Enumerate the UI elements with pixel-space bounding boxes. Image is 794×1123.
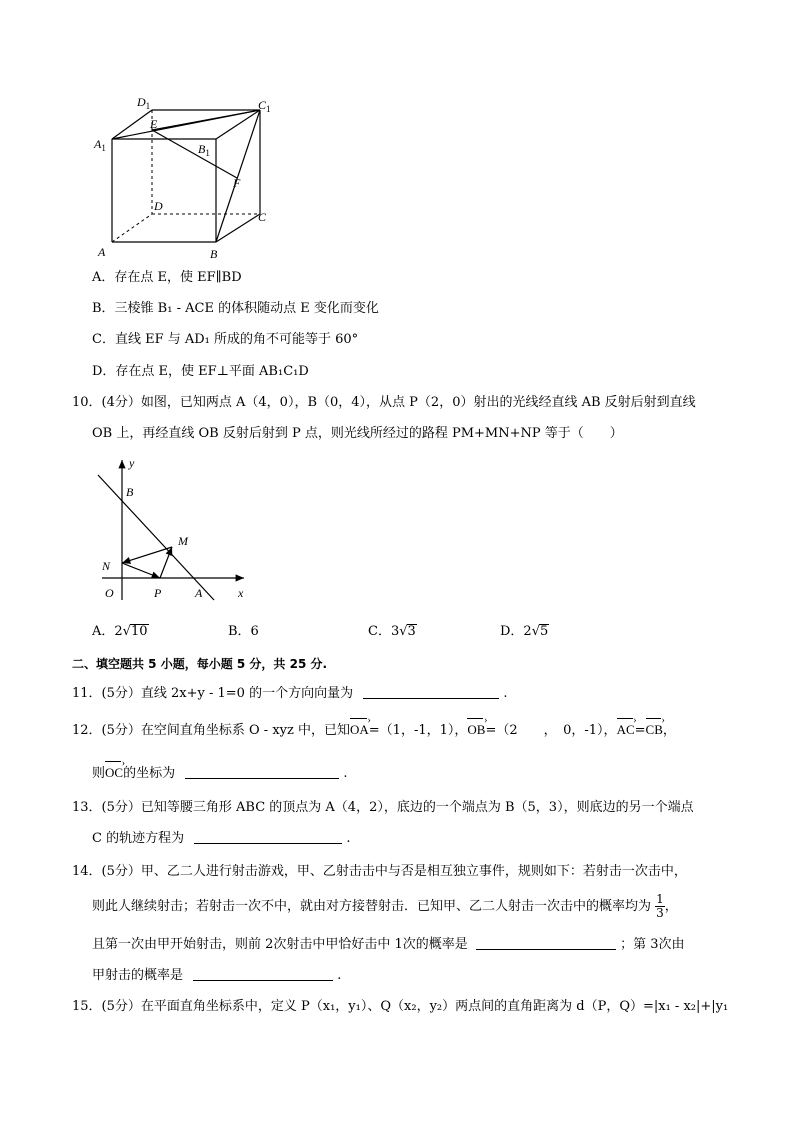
fraction-one-third: $\frac{1}{3}$ bbox=[656, 892, 664, 920]
q13-answer-blank[interactable] bbox=[194, 829, 342, 844]
q12-line2: 则OC ›的坐标为 . bbox=[92, 763, 348, 784]
q11: 11．(5分）直线 2x+y - 1=0 的一个方向向量为 . bbox=[72, 686, 508, 701]
label-D: D bbox=[154, 199, 163, 213]
q9-option-d: D．存在点 E，使 EF⊥平面 AB₁C₁D bbox=[92, 364, 309, 379]
label-B: B bbox=[210, 247, 218, 261]
q11-answer-blank[interactable] bbox=[363, 684, 499, 699]
label-A1: $A_1$ bbox=[94, 137, 106, 153]
cube-figure bbox=[90, 92, 290, 264]
label-A: A bbox=[98, 245, 106, 259]
ray-M-N bbox=[122, 547, 172, 563]
q10-stem-line1: 10．(4分）如图，已知两点 A（4，0），B（0，4），从点 P（2，0）射出的光线经直线 AB 反射后射到直线 bbox=[72, 395, 696, 410]
q12-line1: 12．(5分）在空间直角坐标系 O - xyz 中，已知OA ›=（1，-1，1），OB ›=（2 ， 0，-1），AC ›=CB ›， bbox=[72, 720, 676, 741]
q13-line2: C 的轨迹方程为 . bbox=[92, 831, 351, 846]
edge-A-D bbox=[112, 214, 152, 242]
q10-option-d: D．2√5 bbox=[500, 624, 549, 639]
q14-line4: 甲射击的概率是 . bbox=[92, 968, 342, 983]
label-C1: $C_1$ bbox=[258, 98, 271, 114]
q9-option-c: C．直线 EF 与 AD₁ 所成的角不可能等于 60° bbox=[92, 332, 359, 347]
line-AB bbox=[98, 475, 214, 600]
edge-B-C bbox=[216, 214, 260, 242]
q13-line1: 13．(5分）已知等腰三角形 ABC 的顶点为 A（4，2），底边的一个端点为 B（5，3），则底边的另一个端点 bbox=[72, 800, 694, 815]
label-C: C bbox=[258, 210, 267, 224]
line-E-F bbox=[152, 130, 237, 178]
ray-P-M bbox=[160, 547, 172, 578]
label-D1: $D_1$ bbox=[137, 95, 151, 111]
q9-option-b: B．三棱锥 B₁ - ACE 的体积随动点 E 变化而变化 bbox=[92, 301, 379, 316]
q14-line1: 14．(5分）甲、乙二人进行射击游戏，甲、乙射击击中与否是相互独立事件，规则如下：若射击一次击中， bbox=[72, 864, 687, 879]
label-B1: $B_1$ bbox=[198, 142, 210, 158]
section-heading: 二、填空题共 5 小题，每小题 5 分，共 25 分. bbox=[72, 657, 328, 671]
label-B: B bbox=[126, 485, 134, 499]
label-x: x bbox=[238, 586, 244, 600]
label-F: F bbox=[233, 176, 241, 190]
q14-answer-blank-2[interactable] bbox=[193, 966, 333, 981]
q10-option-b: B．6 bbox=[228, 624, 259, 639]
q14-line3: 且第一次由甲开始射击，则前 2次射击中甲恰好击中 1次的概率是 ；第 3次由 bbox=[92, 937, 685, 952]
label-A: A bbox=[195, 586, 203, 600]
ray-N-P bbox=[122, 563, 160, 578]
q14-answer-blank-1[interactable] bbox=[476, 935, 616, 950]
q10-option-c: C．3√3 bbox=[368, 624, 416, 639]
q10-option-a: A．2√10 bbox=[92, 624, 148, 639]
reflection-graph bbox=[92, 455, 262, 605]
q15-line1: 15．(5分）在平面直角坐标系中，定义 P（x₁，y₁）、Q（x₂，y₂）两点间的直角距离为 d（P，Q）=|x₁ - x₂|+|y₁ bbox=[72, 999, 729, 1014]
q10-stem-line2: OB 上，再经直线 OB 反射后射到 P 点，则光线所经过的路程 PM+MN+NP 等于（ ） bbox=[92, 426, 623, 441]
label-E: E bbox=[150, 117, 158, 131]
q9-option-a: A．存在点 E，使 EF∥BD bbox=[92, 270, 242, 285]
label-N: N bbox=[102, 559, 111, 573]
q14-line2: 则此人继续射击；若射击一次不中，就由对方接替射击．已知甲、乙二人射击一次击中的概率均为 $\frac{1}{3}$ ， bbox=[92, 892, 678, 920]
q12-answer-blank[interactable] bbox=[185, 764, 339, 779]
label-M: M bbox=[178, 534, 188, 548]
label-y: y bbox=[129, 456, 135, 470]
label-O: O bbox=[105, 586, 114, 600]
label-P: P bbox=[154, 586, 162, 600]
